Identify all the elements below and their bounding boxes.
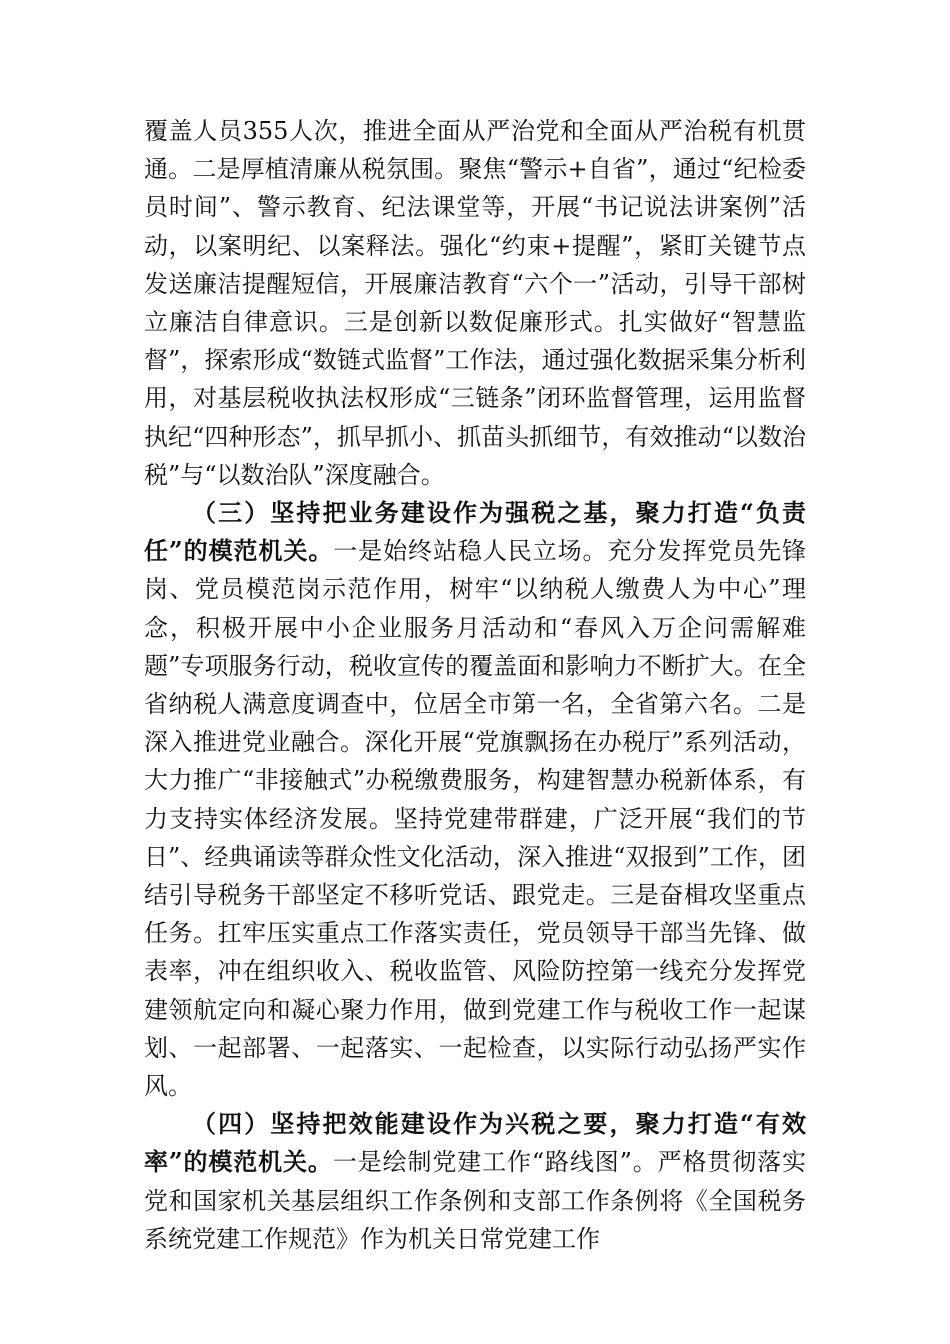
- paragraph-text: 覆盖人员355人次，推进全面从严治党和全面从严治税有机贯通。二是厚植清廉从税氛围。聚焦“警示+自省”，通过“纪检委员时间”、警示教育、纪法课堂等，开展“书记说法讲案例”活动，以案明纪、以案释法。强化“约束+提醒”，紧盯关键节点发送廉洁提醒短信，开展廉洁教育“六个一”活动，引导干部树立廉洁自律意识。三是创新以数促廉形式。扎实做好“智慧监督”，探索形成“数链式监督”工作法，通过强化数据采集分析利用，对基层税收执法权形成“三链条”闭环监督管理，运用监督执纪“四种形态”，抓早抓小、抓苗头抓细节，有效推动“以数治税”与“以数治队”深度融合。: [144, 117, 806, 489]
- section-heading: （三）坚持把业务建设作为强税之基，聚力打造“负责任”的模范机关。: [144, 498, 806, 566]
- paragraph-text: 一是始终站稳人民立场。充分发挥党员先锋岗、党员模范岗示范作用，树牢“以纳税人缴费人为中心”理念，积极开展中小企业服务月活动和“春风入万企问需解难题”专项服务行动，税收宣传的覆盖面和影响力不断扩大。在全省纳税人满意度调查中，位居全市第一名，全省第六名。二是深入推进党业融合。深化开展“党旗飘扬在办税厅”系列活动，大力推广“非接触式”办税缴费服务，构建智慧办税新体系，有力支持实体经济发展。坚持党建带群建，广泛开展“我们的节日”、经典诵读等群众性文化活动，深入推进“双报到”工作，团结引导税务干部坚定不移听党话、跟党走。三是奋楫攻坚重点任务。扛牢压实重点工作落实责任，党员领导干部当先锋、做表率，冲在组织收入、税收监管、风险防控第一线充分发挥党建领航定向和凝心聚力作用，做到党建工作与税收工作一起谋划、一起部署、一起落实、一起检查，以实际行动弘扬严实作风。: [144, 537, 806, 1101]
- document-body: [144, 112, 806, 1258]
- paragraph-text: 一是绘制党建工作“路线图”。严格贯彻落实党和国家机关基层组织工作条例和支部工作条例将《全国税务系统党建工作规范》作为机关日常党建工作: [144, 1148, 806, 1253]
- section-heading: （四）坚持把效能建设作为兴税之要，聚力打造“有效率”的模范机关。: [144, 1109, 806, 1177]
- paragraph-continuation: [144, 112, 806, 494]
- paragraph-section-four: [144, 1105, 806, 1258]
- paragraph-section-three: [144, 494, 806, 1105]
